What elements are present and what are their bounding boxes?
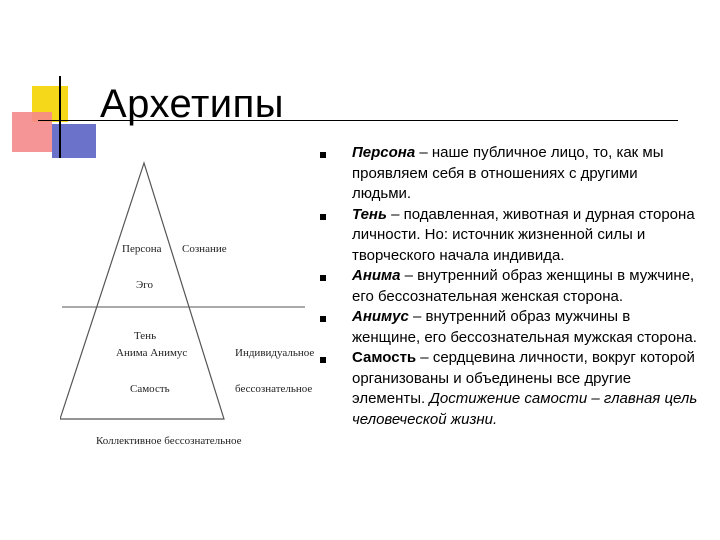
- bullet-square-icon: [320, 214, 326, 220]
- bullet-square-icon: [320, 275, 326, 281]
- label-collective-unconscious: Коллективное бессознательное: [96, 435, 242, 447]
- slide-title: Архетипы: [100, 82, 285, 126]
- label-persona: Персона: [122, 243, 162, 255]
- term-animus: Анимус: [352, 308, 409, 325]
- list-item: [318, 143, 698, 205]
- label-anima-animus: Анима Анимус: [116, 347, 188, 359]
- label-unconscious: бессознательное: [235, 383, 313, 395]
- term-persona: Персона: [352, 144, 416, 161]
- bullet-square-icon: [320, 316, 326, 322]
- list-item: [318, 205, 698, 267]
- archetypes-pyramid-diagram: [60, 155, 330, 460]
- pyramid-svg: [60, 155, 330, 460]
- emphasis-text: Достижение самости – главная цель человеческой жизни.: [352, 390, 698, 428]
- decorative-vertical-line: [59, 76, 61, 158]
- definition-text: – наше публичное лицо, то, как мы проявляем себя в отношениях с другими людьми.: [352, 144, 664, 202]
- label-shadow: Тень: [134, 330, 157, 342]
- bullet-square-icon: [320, 357, 326, 363]
- list-item: [318, 348, 698, 430]
- archetypes-list: [318, 143, 698, 430]
- label-self: Самость: [130, 383, 170, 395]
- term-shadow: Тень: [352, 205, 387, 223]
- label-ego: Эго: [136, 279, 153, 291]
- bullet-square-icon: [320, 152, 326, 158]
- definition-text: – внутренний образ женщины в мужчине, его бессознательная женская сторона.: [352, 267, 695, 305]
- list-item: [318, 307, 698, 348]
- definition-text: – внутренний образ мужчины в женщине, его бессознательная мужская сторона.: [352, 308, 697, 346]
- decorative-red-square: [12, 112, 52, 152]
- definition-text: – подавленная, животная и дурная сторона личности. Но: источник жизненной силы и творческого начала индивида.: [352, 205, 695, 264]
- term-self: Самость: [352, 349, 417, 366]
- label-individual: Индивидуальное: [235, 347, 315, 359]
- term-anima: Анима: [352, 267, 401, 284]
- label-consciousness: Сознание: [182, 243, 227, 255]
- definition-text: – сердцевина личности, вокруг которой организованы и объединены все другие элементы.: [352, 349, 695, 407]
- list-item: [318, 266, 698, 307]
